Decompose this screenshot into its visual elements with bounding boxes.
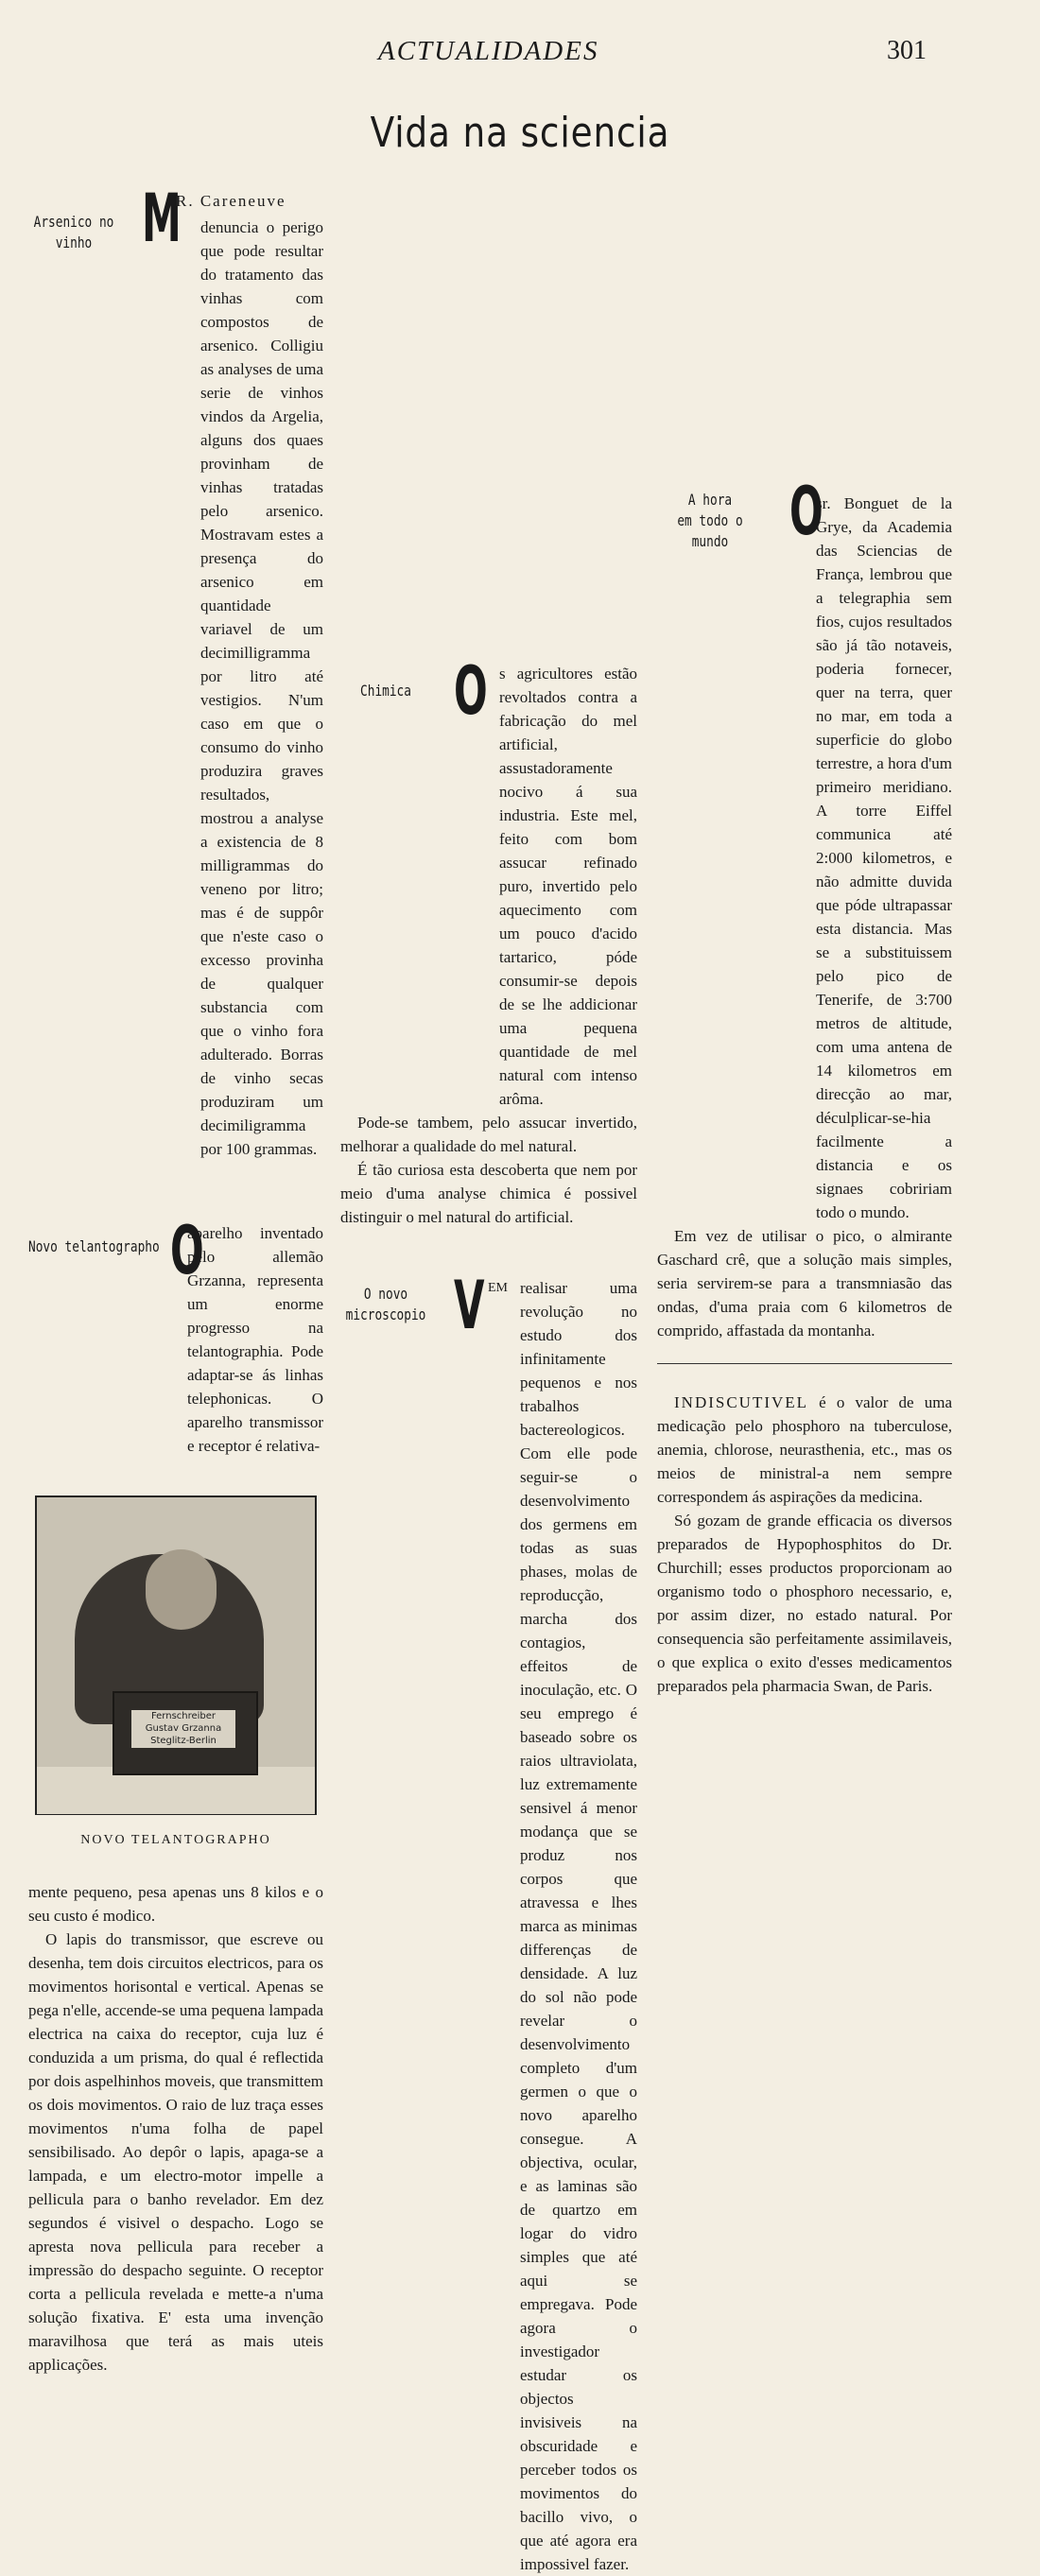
side-head: Chimica bbox=[360, 682, 411, 700]
side-head: Arsenico no vinho bbox=[33, 213, 114, 251]
dropcap: O bbox=[789, 473, 823, 550]
paragraph: O lapis do transmissor, que escreve ou desenha, tem dois circuitos electricos, para os movimentos horisontal e vertical. Apenas se pega n'elle, accende-se uma pequena lampada electrica na caixa do receptor, cuja luz é conduzida a um prisma, do qual é reflectida por dois aspelhinhos moveis, que transmittem os dois movimentos. O raio de luz traça esses movimentos n'uma folha de papel sensibilisado. Ao depôr o lapis, apaga-se a lampada, e um electro-motor impelle a pellicula para o banho revelador. Em dez segundos é visivel o despacho. Logo se apresta nova pellicula para receber a impressão do despacho seguinte. O receptor corta a pellicula revelada e mette-a n'uma solução fixativa. E' esta uma invenção maravilhosa que terá as mais uteis applicações. bbox=[28, 1930, 323, 2374]
man-head bbox=[146, 1549, 217, 1630]
divider-rule bbox=[657, 1363, 952, 1364]
article-chimica bbox=[340, 652, 637, 1229]
column-3 bbox=[657, 189, 952, 1698]
side-head: A hora em todo o mundo bbox=[677, 491, 743, 550]
paragraph: sr. Bonguet de la Grye, da Academia das Sciencias de França, lembrou que a telegraphia sem fios, cujos resultados são já tão notaveis, poderia fornecer, quer na terra, quer no mar, em toda a superficie do globo terrestre, a hora d'um primeiro meridiano. A torre Eiffel communica até 2:000 kilometros, e não admitte duvida que póde ultrapassar esta distancia. Mas se a substituissem pelo pico de Tenerife, de 3:700 metros de altitude, com uma antena de 14 kilometros em direcção ao mar, déculplicar-se-hia facilmente a distancia e os signaes cobririam todo o mundo. bbox=[816, 494, 952, 1221]
paragraph: é o valor de uma medicação pelo phosphoro na tuberculose, anemia, chlorose, neurasthenia, etc., mas os meios de ministral-a nem sempre correspondem ás aspirações da medicina. bbox=[657, 1393, 952, 1506]
advert-lead: INDISCUTIVEL bbox=[674, 1393, 809, 1411]
dropcap: O bbox=[170, 1212, 204, 1289]
article-microscopio bbox=[340, 1267, 637, 2573]
paragraph: realisar uma revolução no estudo dos infinitamente pequenos e nos trabalhos bactereologicos. Com elle pode seguir-se o desenvolvimento dos germens em todas as suas phases, molas de reproducção, marcha dos contagios, effeitos de inoculação, etc. O seu emprego é baseado sobre os raios ultraviolata, luz extremamente sensivel á menor modança que se produz nos corpos que atravessa e lhes marca as minimas differenças de densidade. A luz do sol não pode revelar o desenvolvimento completo d'um germen o que o novo aparelho consegue. A objectiva, ocular, e as laminas são de quartzo em logar do vidro simples que até aqui se empregava. Pode agora o investigador estudar os objectos invisiveis na obscuridade e perceber todos os movimentos do bacillo vivo, o que até agora era impossivel fazer. bbox=[520, 1279, 637, 2573]
lead-words: EM bbox=[488, 1281, 508, 1295]
column-1 bbox=[28, 180, 323, 2374]
dropcap: V bbox=[454, 1267, 485, 1344]
section-title: Vida na sciencia bbox=[370, 109, 670, 157]
side-head: Novo telantographo bbox=[28, 1237, 160, 1255]
paragraph: mente pequeno, pesa apenas uns 8 kilos e o seu custo é modico. bbox=[28, 1883, 323, 1925]
article-arsenico bbox=[28, 180, 323, 1161]
photo-caption: NOVO TELANTOGRAPHO bbox=[80, 1833, 271, 1847]
column-2 bbox=[340, 189, 637, 2573]
paragraph: Só gozam de grande efficacia os diversos preparados de Hypophosphitos do Dr. Churchill; esses productos proporcionam ao organismo todo o phosphoro necessario, e, por assim dizer, no estado natural. Por consequencia são perfeitamente assimilaveis, o que explica o exito d'esses medicamentos preparados pela pharmacia Swan, de Paris. bbox=[657, 1512, 952, 1695]
page-number: 301 bbox=[887, 36, 927, 65]
paragraph: denuncia o perigo que pode resultar do tratamento das vinhas com compostos de arsenico. Colligiu as analyses de uma serie de vinhos vindos da Argelia, alguns dos quaes provinham de vinhas tratadas pelo arsenico. Mostravam estes a presença do arsenico em quantidade variavel de um decimilligramma por litro até vestigios. N'um caso em que o consumo do vinho produzira graves resultados, mostrou a analyse a existencia de 8 milligrammas do veneno por litro; mas é de suppôr que n'este caso o excesso provinha de qualquer substancia com que o vinho fora adulterado. Borras de vinho secas produziram um decimiligramma por 100 grammas. bbox=[200, 218, 323, 1158]
side-head: O novo microscopio bbox=[345, 1285, 426, 1323]
dropcap: O bbox=[454, 652, 488, 730]
advert-hypophosphitos bbox=[657, 1391, 952, 1698]
machine-plaque: Fernschreiber Gustav Grzanna Steglitz-Berlin bbox=[131, 1710, 235, 1748]
dropcap: M bbox=[142, 180, 182, 257]
article-telantographo bbox=[28, 1212, 323, 2374]
paragraph: Pode-se tambem, pelo assucar invertido, melhorar a qualidade do mel natural. bbox=[340, 1114, 637, 1155]
running-head bbox=[0, 36, 1040, 74]
telantographo-photo bbox=[35, 1495, 317, 1815]
running-title: ACTUALIDADES bbox=[378, 36, 599, 66]
lead-words: R. Careneuve bbox=[176, 192, 286, 210]
paragraph: aparelho inventado pelo allemão Grzanna, representa um enorme progresso na telantographia. Pode adaptar-se ás linhas telephonicas. O aparelho transmissor e receptor é relativa- bbox=[187, 1224, 323, 1455]
paragraph: Em vez de utilisar o pico, o almirante Gaschard crê, que a solução mais simples, seria servirem-se para a transmniasão das ondas, d'uma praia com 6 kilometros de comprido, affastada da montanha. bbox=[657, 1227, 952, 1340]
paragraph: É tão curiosa esta descoberta que nem por meio d'uma analyse chimica é possivel distinguir o mel natural do artificial. bbox=[340, 1161, 637, 1226]
paragraph: s agricultores estão revoltados contra a fabricação do mel artificial, assustadoramente nocivo á sua industria. Este mel, feito com bom assucar refinado puro, invertido pelo aquecimento com um pouco d'acido tartarico, póde consumir-se depois de se lhe addicionar uma pequena quantidade de mel natural com intenso arôma. bbox=[499, 665, 637, 1108]
article-hora bbox=[657, 473, 952, 1342]
